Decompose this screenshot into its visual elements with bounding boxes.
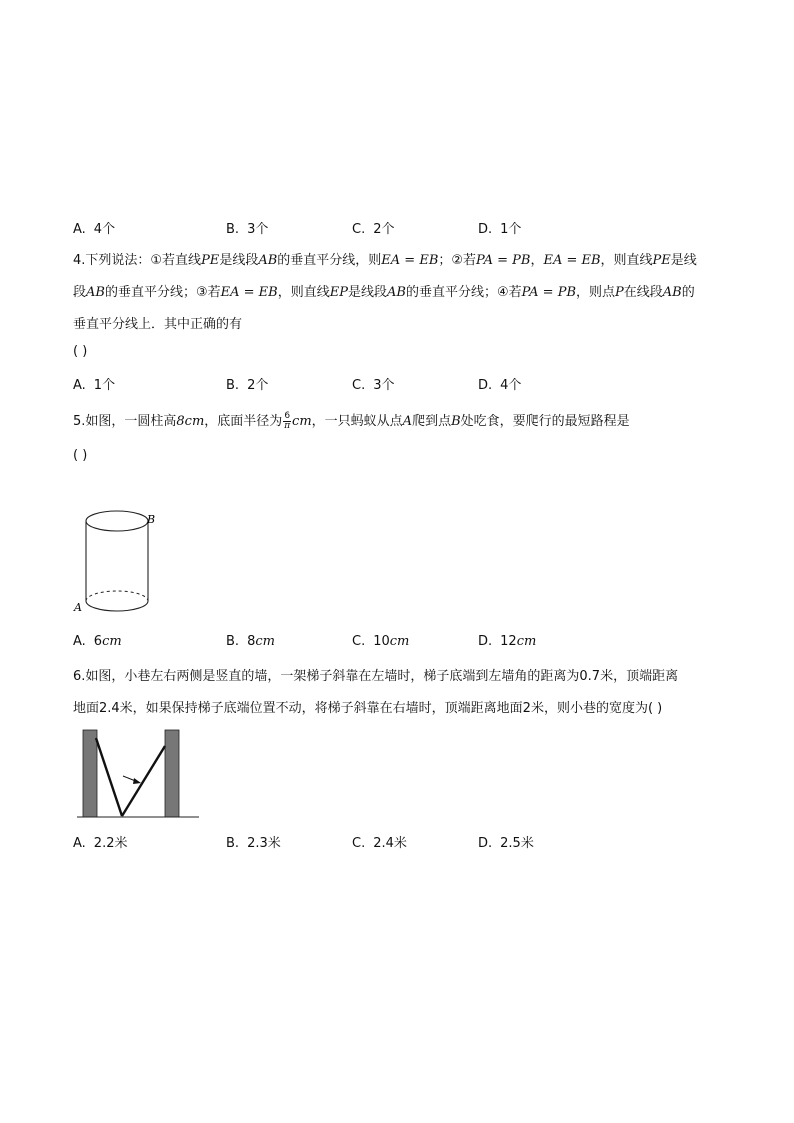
q4-option-c: C. 3个 <box>352 378 395 393</box>
q3-option-c <box>352 218 395 237</box>
q4-line-1: 4.下列说法：①若直线PE是线段AB的垂直平分线，则EA = EB；②若PA = PB，EA = EB，则直线PE是线 <box>73 253 697 268</box>
right-wall <box>165 730 179 817</box>
q5-option-a: A. 6cm <box>73 634 122 649</box>
cylinder-bottom-back <box>86 591 148 601</box>
option-label: C. <box>352 222 366 237</box>
option-value: 2个 <box>373 222 395 237</box>
option-value: 4个 <box>93 222 116 237</box>
alley-ladder-figure <box>75 728 205 823</box>
q5-stem: 5.如图，一圆柱高8cm，底面半径为 $\frac{6}{\pi}$ cm，一只蚂蚁从点A爬到点B处吃食，要爬行的最短路程是 <box>73 411 630 431</box>
q5-option-c: C. 10cm <box>352 634 410 649</box>
cylinder-top <box>86 511 148 531</box>
q4-option-b: B. 2个 <box>226 378 269 393</box>
q4-line-2: 段AB的垂直平分线；③若EA = EB，则直线EP是线段AB的垂直平分线；④若PA = PB，则点P在线段AB的 <box>73 285 695 300</box>
q3-option-d <box>478 218 521 237</box>
option-value: 1个 <box>500 222 522 237</box>
ladder-right <box>122 746 165 816</box>
radius-fraction: $\frac{6}{\pi}$ <box>284 411 291 431</box>
option-label: A. <box>73 222 86 237</box>
point-a-label: A <box>74 601 82 614</box>
q4-option-d: D. 4个 <box>478 378 522 393</box>
option-label: B. <box>226 222 240 237</box>
q5-answer-paren: ( ) <box>73 448 88 463</box>
q3-option-b <box>226 218 268 237</box>
option-value: 3个 <box>247 222 269 237</box>
point-b-label: B <box>147 513 156 526</box>
q4-line-3: 垂直平分线上．其中正确的有 <box>73 317 243 332</box>
ladder-left <box>96 738 122 816</box>
q4-answer-paren: ( ) <box>73 344 88 359</box>
left-wall <box>83 730 97 817</box>
arrow-head <box>133 778 141 784</box>
q6-line-2: 地面2.4米，如果保持梯子底端位置不动，将梯子斜靠在右墙时，顶端距离地面2米，则小巷的宽度为( ) <box>73 701 663 716</box>
q5-option-d: D. 12cm <box>478 634 537 649</box>
q6-option-a: A. 2.2米 <box>73 836 128 851</box>
q6-line-1: 6.如图，小巷左右两侧是竖直的墙，一架梯子斜靠在左墙时，梯子底端到左墙角的距离为0.7米，顶端距离 <box>73 669 679 684</box>
option-label: D. <box>478 222 493 237</box>
cylinder-bottom-front <box>86 601 148 611</box>
q6-option-c: C. 2.4米 <box>352 836 407 851</box>
cylinder-figure <box>70 505 160 620</box>
q3-option-a <box>73 218 115 237</box>
q6-option-d: D. 2.5米 <box>478 836 534 851</box>
q6-option-b: B. 2.3米 <box>226 836 281 851</box>
q4-option-a: A. 1个 <box>73 378 116 393</box>
q5-option-b: B. 8cm <box>226 634 275 649</box>
